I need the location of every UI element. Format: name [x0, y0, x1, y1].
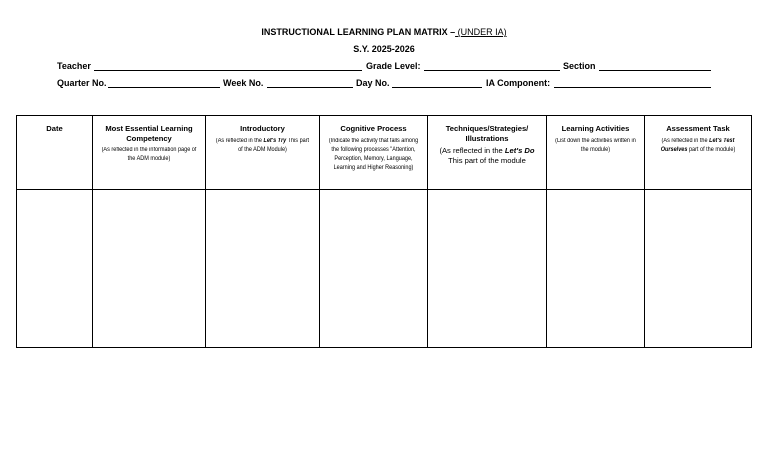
- column-note: (As reflected in the Let's Test Ourselves part of the module): [660, 137, 736, 153]
- week-no-label: Week No.: [223, 78, 264, 88]
- column-title: Techniques/Strategies/ Illustrations: [445, 124, 529, 143]
- column-title: Most Essential Learning Competency: [105, 124, 193, 143]
- cell-competency[interactable]: [93, 190, 206, 348]
- section-label: Section: [563, 61, 596, 71]
- grade-level-label: Grade Level:: [366, 61, 421, 71]
- column-header-cognitive-process: [320, 116, 428, 190]
- column-header-techniques: [428, 116, 547, 190]
- title-main: INSTRUCTIONAL LEARNING PLAN MATRIX –: [261, 27, 456, 37]
- table-row: [17, 190, 752, 348]
- cell-date[interactable]: [17, 190, 93, 348]
- cell-learning-activities[interactable]: [547, 190, 645, 348]
- day-no-label: Day No.: [356, 78, 390, 88]
- column-title: Learning Activities: [561, 124, 630, 133]
- document-title: [0, 27, 768, 37]
- column-title: Assessment Task: [666, 124, 730, 133]
- grade-level-blank[interactable]: [424, 70, 560, 71]
- column-note: (List down the activities written in the module): [555, 137, 636, 153]
- column-header-date: [17, 116, 93, 190]
- table-header-row: [17, 116, 752, 190]
- learning-plan-table: [16, 115, 752, 348]
- column-note: (Indicate the activity that falls among the following processes "Attention, Perception, Memory, Language, Learning and Higher Reasoning): [328, 137, 419, 171]
- column-header-assessment-task: [645, 116, 752, 190]
- cell-introductory[interactable]: [206, 190, 320, 348]
- column-title: Cognitive Process: [340, 124, 407, 133]
- week-no-blank[interactable]: [267, 87, 353, 88]
- column-note: (As reflected in the Let's Try This part of the ADM Module): [215, 137, 310, 153]
- cell-assessment-task[interactable]: [645, 190, 752, 348]
- ia-component-blank[interactable]: [554, 87, 711, 88]
- teacher-blank[interactable]: [94, 70, 362, 71]
- quarter-no-label: Quarter No.: [57, 78, 107, 88]
- day-no-blank[interactable]: [392, 87, 482, 88]
- column-title: Introductory: [240, 124, 285, 133]
- column-note: (As reflected in the information page of the ADM module): [101, 147, 197, 162]
- column-header-competency: [93, 116, 206, 190]
- teacher-label: Teacher: [57, 61, 91, 71]
- school-year: S.Y. 2025-2026: [353, 44, 415, 54]
- cell-cognitive-process[interactable]: [320, 190, 428, 348]
- ia-component-label: IA Component:: [486, 78, 551, 88]
- section-blank[interactable]: [599, 70, 711, 71]
- column-note: (As reflected in the Let's Do This part of the module: [439, 146, 535, 165]
- quarter-no-blank[interactable]: [108, 87, 220, 88]
- cell-techniques[interactable]: [428, 190, 547, 348]
- title-suffix: (UNDER IA): [455, 27, 507, 37]
- column-header-learning-activities: [547, 116, 645, 190]
- column-title: Date: [46, 124, 63, 133]
- column-header-introductory: [206, 116, 320, 190]
